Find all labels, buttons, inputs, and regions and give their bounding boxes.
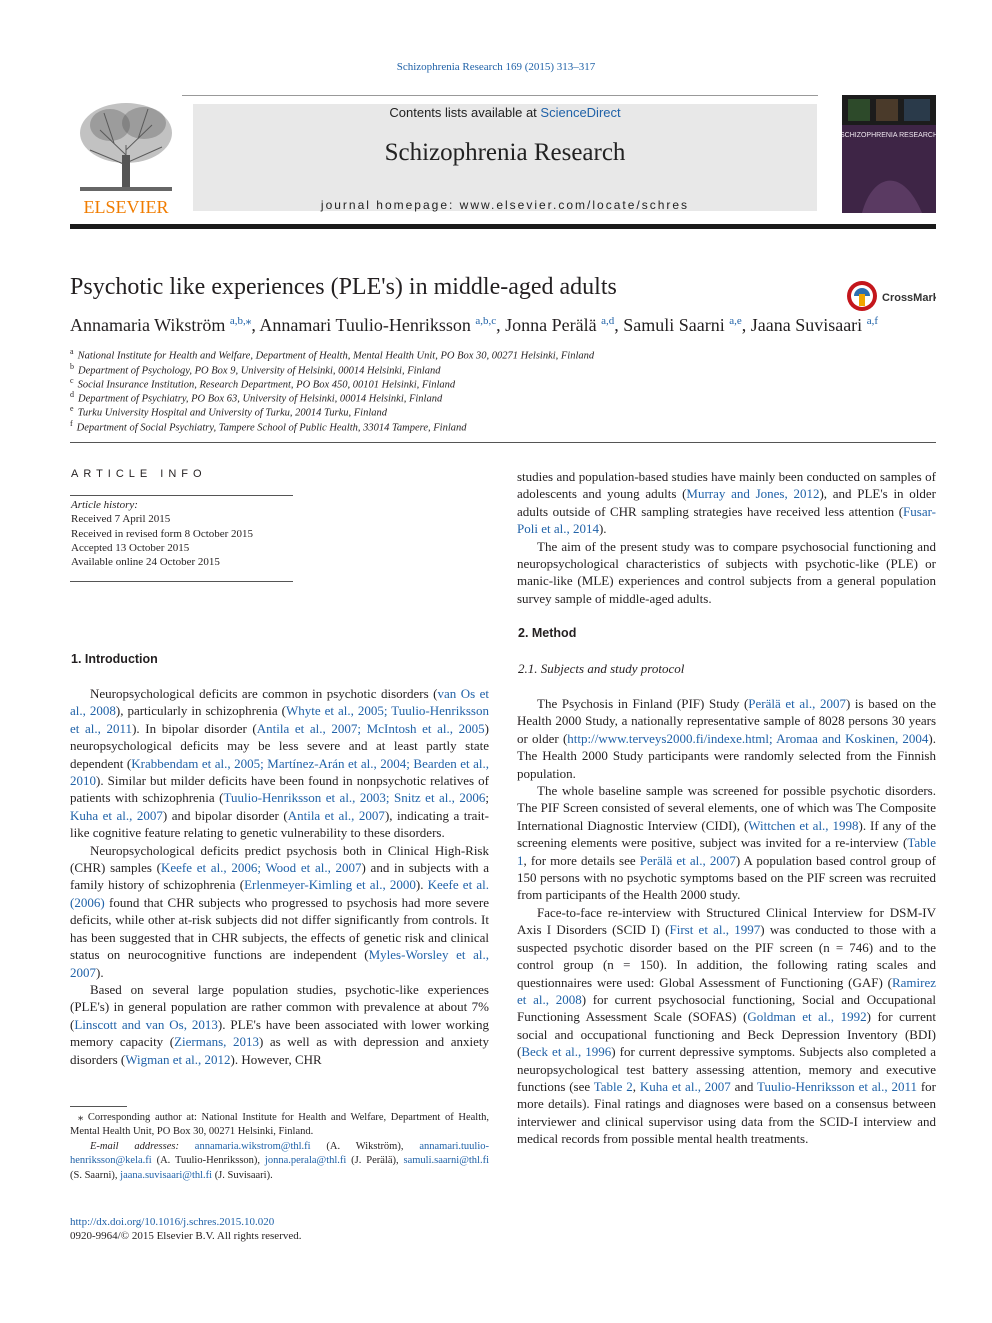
footnote <box>70 1111 489 1183</box>
citation-link[interactable]: Tuulio-Henriksson et al., 2011 <box>756 1078 918 1094</box>
email-link[interactable]: annamaria.wikstrom@thl.fi <box>194 1140 311 1152</box>
affiliation-text: Turku University Hospital and University of Turku, 20014 Turku, Finland <box>77 407 388 419</box>
citation-link[interactable]: First et al., 1997 <box>669 922 761 938</box>
citation-link[interactable]: Murray and Jones, 2012 <box>686 486 820 502</box>
affiliation-a <box>70 347 594 362</box>
email-addresses <box>70 1140 489 1183</box>
author-name[interactable]: Annamaria Wikström <box>70 315 230 335</box>
author-affiliation-marks[interactable]: a,e <box>729 315 742 327</box>
online-date: Available online 24 October 2015 <box>71 556 220 568</box>
author-separator: , <box>741 315 751 335</box>
affiliation-text: Department of Social Psychiatry, Tampere School of Public Health, 33014 Tampere, Finland <box>76 422 467 434</box>
affiliation-text: National Institute for Health and Welfare, Department of Health, Mental Health Unit, PO Box 30, 00271 Helsinki, Finland <box>77 350 595 362</box>
method-paragraph-2: The whole baseline sample was screened for possible psychotic disorders. The PIF Screen consisted of several elements, one of which was The Composite International Diagnostic Interview (CIDI), (Wittchen et al., 1998). If any of the screening elements were positive, subject was invited for a re-interview (Table 1, for more details see Perälä et al., 2007) A population based control group of 150 persons with no psychotic symptoms based on the PIF screen was recruited from participants of the Health 2000 study. <box>517 783 936 903</box>
author-list <box>70 314 878 336</box>
citation-link[interactable]: Perälä et al., 2007 <box>639 852 736 868</box>
method-paragraph-3: Face-to-face re-interview with Structured Clinical Interview for DSM-IV Axis I Disorders (SCID I) (First et al., 1997) was conducted to those with a suspected psychotic disorder based on the PIF screen (n = 746) and to the control group (n = 150). In addition, the following rating scales and questionnaires were used: Global Assessment of Functioning (GAF) (Ramirez et al., 2008) for current psychosocial functioning, Social and Occupational Functioning Assessment Scale (SOFAS) (Goldman et al., 1992) for current social and occupational functioning and Beck Depression Inventory (BDI) (Beck et al., 1996) for current depressive symptoms. Subjects also completed a neuropsychological test battery assessing attention, memory and executive functions (see Table 2, Kuha et al., 2007 and Tuulio-Henriksson et al., 2011 for more details). Final ratings and diagnoses were based on a consensus between interviewer and clinical supervisor using data from the SCID-I interview and medical records from possible mental health treatments. <box>517 904 937 1147</box>
author-separator: , <box>251 315 260 335</box>
intro-continued-paragraph: studies and population-based studies have mainly been conducted on samples of adolescents and young adults (Murray and Jones, 2012), and PLE's in older adults outside of CHR sampling strategies have received less attention (Fusar-Poli et al., 2014). <box>517 469 936 537</box>
journal-homepage[interactable]: journal homepage: www.elsevier.com/locate/schres <box>320 198 690 212</box>
article-info-rule-bottom <box>70 581 293 582</box>
introduction-heading: 1. Introduction <box>71 652 158 666</box>
introduction-body <box>70 685 489 1068</box>
affiliation-text: Social Insurance Institution, Research Department, PO Box 450, 00101 Helsinki, Finland <box>77 379 456 391</box>
author-affiliation-marks[interactable]: a,b,⁎ <box>229 315 252 327</box>
affiliation-marker: f <box>70 419 73 428</box>
author-name[interactable]: Samuli Saarni <box>623 315 730 335</box>
email-owner: (J. Perälä), <box>346 1155 399 1167</box>
author-separator: , <box>614 315 624 335</box>
affiliation-marker: e <box>70 404 74 413</box>
author-name[interactable]: Annamari Tuulio-Henriksson <box>259 315 476 335</box>
intro-paragraph-1: Neuropsychological deficits are common in psychotic disorders (van Os et al., 2008), particularly in schizophrenia (Whyte et al., 2005; Tuulio-Henriksson et al., 2011). In bipolar disorder (Antila et al., 2007; McIntosh et al., 2005) neuropsychological deficits may be less severe and at least partly state dependent (Krabbendam et al., 2005; Martínez-Arán et al., 2004; Bearden et al., 2010). Similar but milder deficits have been found in nonpsychotic relatives of patients with schizophrenia (Tuulio-Henriksson et al., 2003; Snitz et al., 2006; Kuha et al., 2007) and bipolar disorder (Antila et al., 2007), indicating a trait-like cognitive feature relating to genetic vulnerability to these disorders. <box>70 686 490 841</box>
citation-link[interactable]: Ziermans, 2013 <box>174 1034 259 1050</box>
citation-link[interactable]: Keefe et al. (2006) <box>70 877 489 910</box>
affiliations-divider <box>70 442 936 443</box>
affiliation-c <box>70 376 455 391</box>
citation-link[interactable]: Erlenmeyer-Kimling et al., 2000 <box>244 877 416 893</box>
author-name[interactable]: Jonna Perälä <box>505 315 602 335</box>
email-link[interactable]: jonna.perala@thl.fi <box>264 1155 347 1167</box>
email-link[interactable]: annamari.tuulio-henriksson@kela.fi <box>70 1140 490 1167</box>
subjects-subheading: 2.1. Subjects and study protocol <box>518 661 685 676</box>
citation-link[interactable]: Kuha et al., 2007 <box>639 1078 731 1094</box>
article-title: Psychotic like experiences (PLE's) in middle-aged adults <box>70 274 617 300</box>
intro-paragraph-3: Based on several large population studies, psychotic-like experiences (PLE's) in general population are rather common with prevalence at about 7% (Linscott and van Os, 2013). PLE's have been associated with lower working memory capacity (Ziermans, 2013) as well as with depression and anxiety disorders (Wigman et al., 2012). However, CHR <box>70 981 489 1067</box>
citation-link[interactable]: Antila et al., 2007 <box>287 807 385 823</box>
doi-link[interactable]: http://dx.doi.org/10.1016/j.schres.2015.10.020 <box>70 1216 275 1228</box>
journal-citation[interactable]: Schizophrenia Research 169 (2015) 313–317 <box>396 61 596 73</box>
affiliation-marker: a <box>70 347 74 356</box>
email-owner: (A. Tuulio-Henriksson), <box>151 1155 265 1167</box>
article-info-heading: ARTICLE INFO <box>71 468 207 480</box>
author-name[interactable]: Jaana Suvisaari <box>750 315 867 335</box>
elsevier-logo[interactable] <box>70 95 182 217</box>
email-label: E-mail addresses: <box>90 1140 179 1152</box>
contents-line <box>193 105 817 120</box>
citation-link[interactable]: Perälä et al., 2007 <box>748 696 846 711</box>
contents-prefix: Contents lists available at <box>389 105 537 120</box>
accepted-date: Accepted 13 October 2015 <box>71 542 190 554</box>
journal-cover-image[interactable] <box>842 95 936 213</box>
email-link[interactable]: samuli.saarni@thl.fi <box>403 1155 489 1167</box>
cover-title: SCHIZOPHRENIA RESEARCH <box>842 132 936 139</box>
citation-link[interactable]: Myles-Worsley et al., 2007 <box>70 947 490 980</box>
article-info-rule-top <box>70 495 293 496</box>
header-rule <box>70 224 936 229</box>
email-link[interactable]: jaana.suvisaari@thl.fi <box>120 1169 213 1181</box>
author-separator: , <box>496 315 506 335</box>
history-label: Article history: <box>71 499 138 511</box>
citation-link[interactable]: Goldman et al., 1992 <box>747 1009 867 1025</box>
citation-link[interactable]: Antila et al., 2007; McIntosh et al., 2005 <box>256 720 485 736</box>
affiliation-text: Department of Psychiatry, PO Box 63, University of Helsinki, 00014 Helsinki, Finland <box>78 393 443 405</box>
citation-link[interactable]: Keefe et al., 2006; Wood et al., 2007 <box>161 860 362 876</box>
citation-link[interactable]: Krabbendam et al., 2005; Martínez-Arán et al., 2004; Bearden et al., 2010 <box>70 755 489 789</box>
citation-link[interactable]: Whyte et al., 2005; Tuulio-Henriksson et al., 2011 <box>70 703 489 736</box>
citation-link[interactable]: Wigman et al., 2012 <box>125 1051 231 1067</box>
affiliation-marker: b <box>70 362 74 371</box>
intro-paragraph-2: Neuropsychological deficits predict psychosis both in Clinical High-Risk (CHR) samples (Keefe et al., 2006; Wood et al., 2007) and in subjects with a family history of schizophrenia (Erlenmeyer-Kimling et al., 2000). Keefe et al. (2006) found that CHR subjects who progressed to psychosis had more severe deficits, while other at-risk subjects did not differ significantly from controls. It has been suggested that in CHR subjects, the effects of genetic risk and clinical status on neurocognitive functions are independent (Myles-Worsley et al., 2007). <box>70 842 490 980</box>
citation-link[interactable]: Wittchen et al., 1998 <box>748 817 859 833</box>
citation-link[interactable]: Ramirez et al., 2008 <box>517 974 936 1007</box>
citation-link[interactable]: Linscott and van Os, 2013 <box>74 1016 218 1032</box>
author-affiliation-marks[interactable]: a,b,c <box>475 315 497 327</box>
elsevier-wordmark: ELSEVIER <box>83 197 169 217</box>
citation-link[interactable]: Table 2 <box>593 1078 633 1094</box>
affiliation-b <box>70 362 440 377</box>
affiliation-e <box>70 404 387 419</box>
header-divider <box>70 95 818 96</box>
citation-link[interactable]: Table 1 <box>517 835 936 868</box>
citation-link[interactable]: http://www.terveys2000.fi/indexe.html; Aromaa and Koskinen, 2004 <box>567 730 929 746</box>
crossmark-label: CrossMark <box>882 292 936 304</box>
author-affiliation-marks[interactable]: a,f <box>866 315 878 327</box>
method-paragraph-1: The Psychosis in Finland (PIF) Study (Perälä et al., 2007) is based on the Health 2000 Study, a nationally representative sample of 8028 persons 30 years or older (http://www.terveys2000.fi/indexe.html; Aromaa and Koskinen, 2004). The Health 2000 Study participants were randomly selected from the Finnish population. <box>517 696 937 781</box>
citation-link[interactable]: Kuha et al., 2007 <box>70 807 163 823</box>
footnote-rule <box>70 1106 127 1107</box>
citation-link[interactable]: van Os et al., 2008 <box>70 686 489 719</box>
right-column-intro <box>517 468 936 607</box>
method-heading: 2. Method <box>518 626 577 640</box>
email-owner: (S. Saarni), <box>70 1169 121 1181</box>
study-aim-paragraph: The aim of the present study was to compare psychosocial functioning and neuropsychological characteristics of subjects with psychotic-like (PLE) or manic-like (MLE) experiences and control subjects from a general population survey sample of middle-aged adults. <box>517 538 936 606</box>
affiliation-marker: c <box>70 376 74 385</box>
affiliation-d <box>70 390 442 405</box>
received-date: Received 7 April 2015 <box>71 513 171 525</box>
method-body <box>517 695 936 1148</box>
copyright: 0920-9964/© 2015 Elsevier B.V. All rights reserved. <box>70 1230 302 1242</box>
sciencedirect-link[interactable]: ScienceDirect <box>540 105 621 120</box>
affiliation-text: Department of Psychology, PO Box 9, University of Helsinki, 00014 Helsinki, Finland <box>78 365 441 377</box>
email-owner: (A. Wikström), <box>310 1140 404 1152</box>
journal-name: Schizophrenia Research <box>384 139 626 166</box>
affiliation-marker: d <box>70 390 74 399</box>
citation-link[interactable]: Tuulio-Henriksson et al., 2003; Snitz et al., 2006 <box>223 790 486 806</box>
citation-link[interactable]: Fusar-Poli et al., 2014 <box>517 503 936 537</box>
affiliation-f <box>70 419 467 434</box>
revised-date: Received in revised form 8 October 2015 <box>71 528 254 540</box>
corresponding-author-note: ⁎ Corresponding author at: National Institute for Health and Welfare, Department of Health, Mental Health Unit, PO Box 30, 00271 Helsinki, Finland. <box>70 1112 489 1138</box>
citation-link[interactable]: Beck et al., 1996 <box>521 1044 612 1060</box>
author-affiliation-marks[interactable]: a,d <box>601 315 615 327</box>
email-owner: (J. Suvisaari). <box>212 1169 273 1181</box>
